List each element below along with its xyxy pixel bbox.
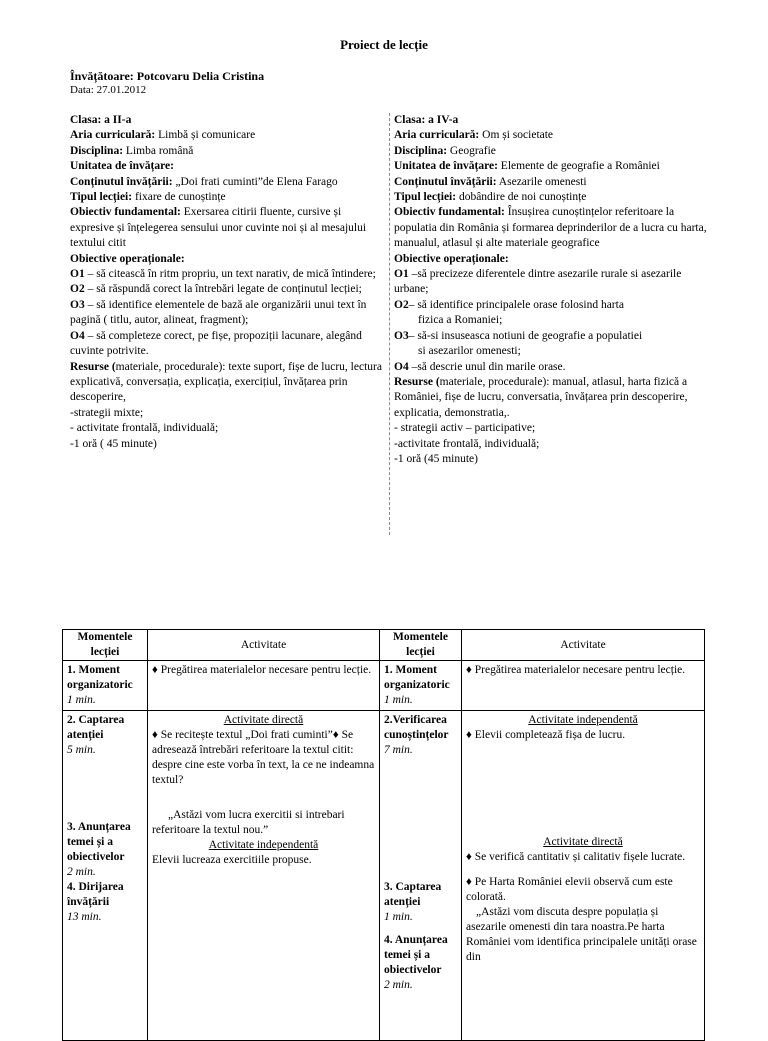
learning-unit: Unitatea de învățare: Elemente de geografie a României xyxy=(394,160,660,173)
objective-o3-continued: si asezarilor omenesti; xyxy=(418,345,521,358)
operational-objectives-heading: Obiective operaționale: xyxy=(394,252,509,265)
activity-text: ♦ Pregătirea materialelor necesare pentru lecție. xyxy=(466,664,686,676)
stage-title: 4. Dirijarea învățării xyxy=(67,881,124,908)
activity-heading: Activitate directă xyxy=(223,714,304,726)
objective-o2-continued: fizica a Romaniei; xyxy=(418,314,503,327)
objective-o1: O1 – să citească în ritm propriu, un text narativ, de mică întindere; xyxy=(70,268,376,281)
curricular-area: Aria curriculară: Limbă și comunicare xyxy=(70,129,256,142)
learning-content: Conținutul învățării: Asezarile omenesti xyxy=(394,175,587,188)
objective-o3: O3 – să identifice elementele de bază ale organizării unui text în pagină ( titlu, autor, alineat, fragment); xyxy=(70,298,367,327)
discipline: Disciplina: Limba română xyxy=(70,144,194,157)
activity-cell xyxy=(462,661,705,711)
stage-cell xyxy=(63,711,148,1041)
strategy-line: - strategii activ – participative; xyxy=(394,422,536,435)
activity-heading: Activitate directă xyxy=(543,836,623,848)
fundamental-objective: Obiectiv fundamental: Exersarea citirii fluente, cursive și expresive și înțelegerea sensului unor cuvinte noi și al mesajului textului citit xyxy=(70,206,367,250)
activity-text: ♦ Elevii completează fișa de lucru. xyxy=(466,729,626,741)
stage-duration: 7 min. xyxy=(384,744,413,756)
class-label: Clasa: a II-a xyxy=(70,114,132,126)
objective-o1: O1 –să precizeze diferentele dintre asezarile rurale si asezarile urbane; xyxy=(394,268,682,296)
header-activity: Activitate xyxy=(462,630,705,661)
header-activity: Activitate xyxy=(148,630,380,661)
duration-line: -1 oră (45 minute) xyxy=(394,452,478,465)
objective-o3: O3– să-si insuseasca notiuni de geografie a populatiei xyxy=(394,329,643,342)
activity-text: „Astăzi vom discuta despre populația și asezarile omenesti din tara noastra.Pe harta României vom identifica principalele unități orase din xyxy=(466,906,697,963)
activity-heading: Activitate independentă xyxy=(528,714,638,726)
stage-title: 1. Moment organizatoric xyxy=(67,664,133,691)
objective-o4: O4 –să descrie unul din marile orase. xyxy=(394,360,566,373)
stage-title: 3. Anunțarea temei și a obiectivelor xyxy=(67,821,131,863)
lesson-type: Tipul lecției: dobândire de noi cunoștințe xyxy=(394,191,587,204)
strategy-line: -strategii mixte; xyxy=(70,406,144,419)
stage-cell xyxy=(380,711,462,1041)
stage-title: 2. Captarea atenției xyxy=(67,714,125,741)
stage-cell xyxy=(63,661,148,711)
teacher-name: Învățătoare: Potcovaru Delia Cristina xyxy=(70,69,265,83)
page-title: Proiect de lecție xyxy=(340,37,428,52)
duration-line: -1 oră ( 45 minute) xyxy=(70,437,157,450)
lesson-type: Tipul lecției: fixare de cunoștințe xyxy=(70,191,226,204)
stage-duration: 2 min. xyxy=(67,866,96,878)
header-moments: Momentele lecției xyxy=(380,630,462,661)
stage-duration: 13 min. xyxy=(67,911,102,923)
activity-form-line: - activitate frontală, individuală; xyxy=(70,422,219,435)
activity-text: ♦ Pe Harta României elevii observă cum este colorată. xyxy=(466,876,673,903)
resources: Resurse (materiale, procedurale): texte suport, fișe de lucru, lectura explicativă, conversația, explicația, exercițiul, învățarea prin descoperire, xyxy=(70,360,382,404)
stage-duration: 1 min. xyxy=(384,911,413,923)
lesson-date: Data: 27.01.2012 xyxy=(70,84,147,96)
activity-cell xyxy=(462,711,705,1041)
stage-duration: 1 min. xyxy=(67,694,96,706)
learning-unit: Unitatea de învățare: xyxy=(70,160,174,173)
discipline: Disciplina: Geografie xyxy=(394,144,496,157)
activity-text: ♦ Pregătirea materialelor necesare pentru lecție. xyxy=(152,664,372,676)
stage-title: 4. Anunțarea temei și a obiectivelor xyxy=(384,934,448,976)
activity-form-line: -activitate frontală, individuală; xyxy=(394,437,540,450)
activity-text: ♦ Se recitește textul „Doi frati cuminti”♦ Se adresează întrebări referitoare la textul citit: despre cine este vorba în text, la ce ne indeamna textul? xyxy=(152,729,375,786)
objective-o4: O4 – să completeze corect, pe fișe, propoziții lacunare, alegând cuvinte potrivite. xyxy=(70,329,362,358)
stage-title: 1. Moment organizatoric xyxy=(384,664,450,691)
resources: Resurse (materiale, procedurale): manual, atlasul, harta fizică a României, fișe de lucru, conversatia, învățarea prin descoperire, explicatia, demonstratia,. xyxy=(394,375,688,419)
operational-objectives-heading: Obiective operaționale: xyxy=(70,252,185,265)
activity-text: Elevii lucreaza exercitiile propuse. xyxy=(152,854,312,866)
stage-duration: 2 min. xyxy=(384,979,413,991)
table-row xyxy=(63,661,705,711)
stage-title: 2.Verificarea cunoștințelor xyxy=(384,714,449,741)
activity-cell xyxy=(148,711,380,1041)
activity-cell xyxy=(148,661,380,711)
class-label: Clasa: a IV-a xyxy=(394,114,459,126)
header-moments: Momentele lecției xyxy=(63,630,148,661)
curricular-area: Aria curriculară: Om și societate xyxy=(394,129,554,142)
stage-title: 3. Captarea atenției xyxy=(384,881,442,908)
left-lesson-info xyxy=(70,113,386,452)
activity-text: „Astăzi vom lucra exercitii si intrebari referitoare la textul nou.” xyxy=(152,809,345,836)
activity-heading: Activitate independentă xyxy=(208,839,319,851)
table-header-row xyxy=(63,630,705,661)
objective-o2: O2– să identifice principalele orase folosind harta xyxy=(394,298,624,311)
column-divider xyxy=(389,113,390,535)
stage-cell xyxy=(380,661,462,711)
learning-content: Conținutul învățării: „Doi frati cuminti”de Elena Farago xyxy=(70,175,338,188)
stage-duration: 5 min. xyxy=(67,744,96,756)
objective-o2: O2 – să răspundă corect la întrebări legate de conținutul lecției; xyxy=(70,283,362,296)
activity-text: ♦ Se verifică cantitativ și calitativ fișele lucrate. xyxy=(466,851,686,863)
right-lesson-info xyxy=(394,113,710,467)
table-row xyxy=(63,711,705,1041)
lesson-plan-table xyxy=(62,629,705,1041)
stage-duration: 1 min. xyxy=(384,694,413,706)
fundamental-objective: Obiectiv fundamental: Însușirea cunoștințelor referitoare la populatia din România și formarea deprinderilor de a lucra cu harta, manualul, atlasul și alte materiale geografice xyxy=(394,206,707,250)
